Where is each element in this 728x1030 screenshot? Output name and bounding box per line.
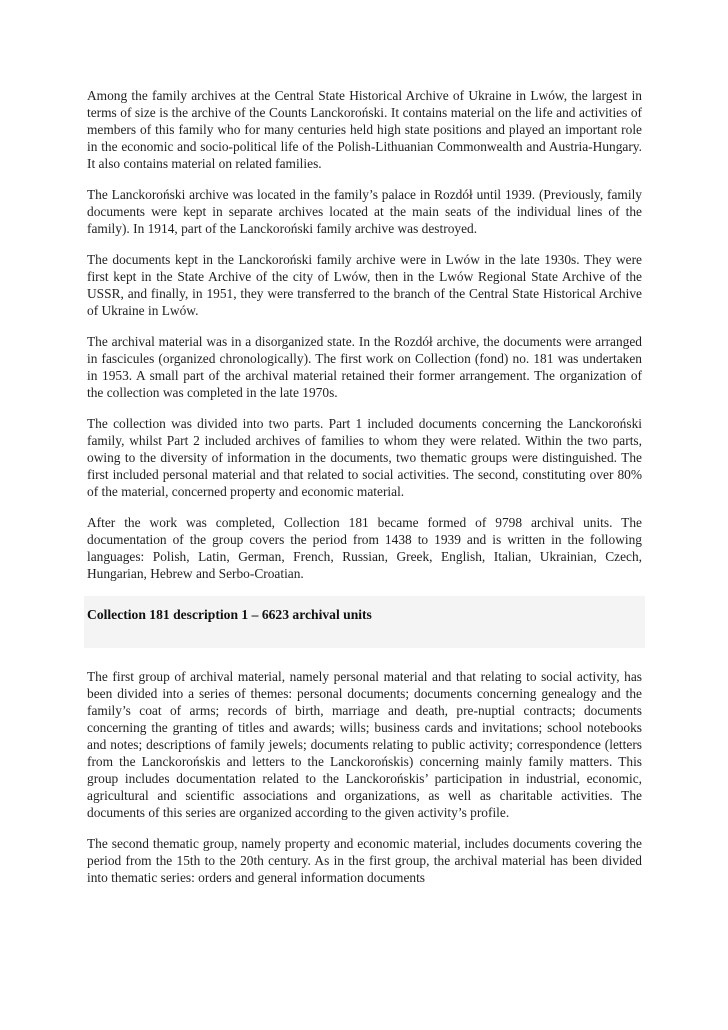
- paragraph-archive-organization: The archival material was in a disorganized state. In the Rozdół archive, the documents were arranged in fascicules (organized chronologically). The first work on Collection (fond) no. 181 was undertaken in 1953. A small part of the archival material retained their former arrangement. The organization of the collection was completed in the late 1970s.: [87, 334, 642, 400]
- paragraph-archive-location: The Lanckoroński archive was located in the family’s palace in Rozdół until 1939. (Previously, family documents were kept in separate archives located at the main seats of the individual lines of the family). In 1914, part of the Lanckoroński family archive was destroyed.: [87, 187, 642, 236]
- paragraph-collection-division: The collection was divided into two parts. Part 1 included documents concerning the Lanckoroński family, whilst Part 2 included archives of families to whom they were related. Within the two parts, owing to the diversity of information in the documents, two thematic groups were distinguished. The first included personal material and that related to social activities. The second, constituting over 80% of the material, concerned property and economic material.: [87, 416, 642, 499]
- paragraph-archive-intro: Among the family archives at the Central State Historical Archive of Ukraine in Lwów, the largest in terms of size is the archive of the Counts Lanckoroński. It contains material on the life and activities of members of this family who for many centuries held high state positions and played an important role in the economic and socio-political life of the Polish-Lithuanian Commonwealth and Austria-Hungary. It also contains material on related families.: [87, 88, 642, 171]
- paragraph-second-group: The second thematic group, namely property and economic material, includes documents covering the period from the 15th to the 20th century. As in the first group, the archival material has been divided into thematic series: orders and general information documents: [87, 836, 642, 885]
- paragraph-first-group: The first group of archival material, namely personal material and that relating to social activity, has been divided into a series of themes: personal documents; documents concerning genealogy and the family’s coat of arms; records of birth, marriage and death, pre-nuptial contracts; documents concerning the granting of titles and awards; wills; business cards and invitations; school notebooks and notes; descriptions of family jewels; documents relating to public activity; correspondence (letters from the Lanckorońskis and letters to the Lanckorońskis) concerning mainly family matters. This group includes documentation related to the Lanckorońskis’ participation in industrial, economic, agricultural and scientific associations and organizations, as well as charitable activities. The documents of this series are organized according to the given activity’s profile.: [87, 669, 642, 820]
- paragraph-collection-languages: After the work was completed, Collection 181 became formed of 9798 archival units. The documentation of the group covers the period from 1438 to 1939 and is written in the following languages: Polish, Latin, German, French, Russian, Greek, English, Italian, Ukrainian, Czech, Hungarian, Hebrew and Serbo-Croatian.: [87, 515, 642, 581]
- section-heading: Collection 181 description 1 – 6623 archival units: [87, 607, 372, 622]
- document-page: [87, 87, 642, 900]
- section-heading-box: [84, 596, 645, 648]
- paragraph-archive-transfer: The documents kept in the Lanckoroński family archive were in Lwów in the late 1930s. They were first kept in the State Archive of the city of Lwów, then in the Lwów Regional State Archive of the USSR, and finally, in 1951, they were transferred to the branch of the Central State Historical Archive of Ukraine in Lwów.: [87, 252, 642, 318]
